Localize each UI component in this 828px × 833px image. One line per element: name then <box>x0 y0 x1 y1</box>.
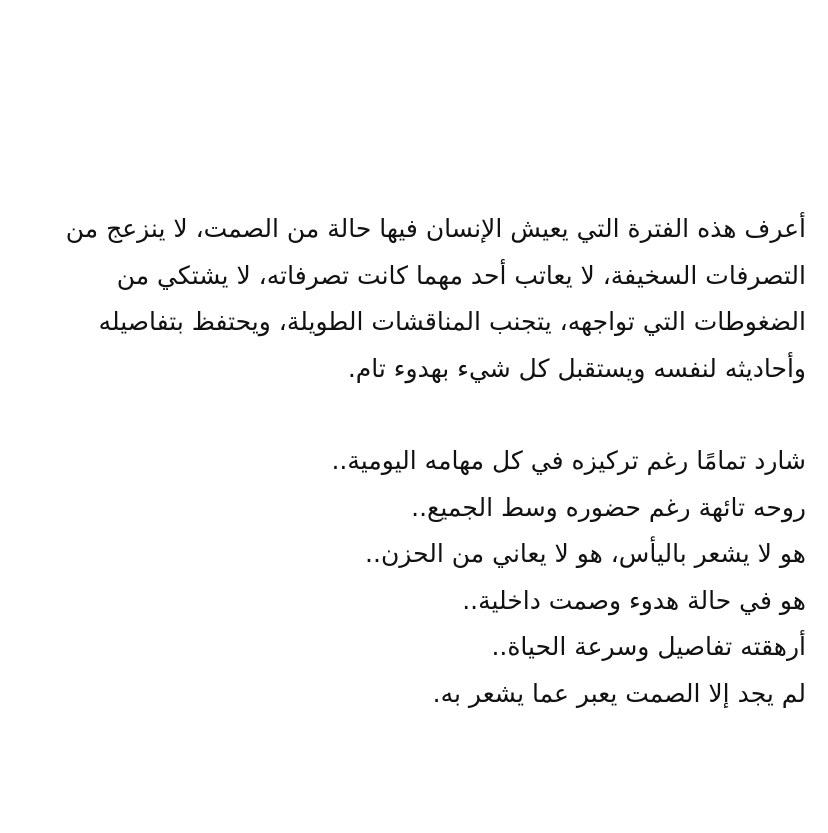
paragraph-2-line-6: لم يجد إلا الصمت يعبر عما يشعر به. <box>432 678 806 708</box>
paragraph-spacer <box>90 392 806 438</box>
paragraph-1 <box>65 206 806 392</box>
paragraph-2-line-5: أرهقته تفاصيل وسرعة الحياة.. <box>491 632 806 661</box>
paragraph-1-line-2: التصرفات السخيفة، لا يعاتب أحد مهما كانت تصرفاته، لا يشتكي من <box>116 260 806 290</box>
body-text <box>65 206 806 717</box>
paragraph-2-line-2: روحه تائهة رغم حضوره وسط الجميع.. <box>411 492 806 522</box>
paragraph-2-line-3: هو لا يشعر باليأس، هو لا يعاني من الحزن.. <box>365 539 806 568</box>
paragraph-1-line-3: الضغوطات التي تواجهه، يتجنب المناقشات الطويلة، ويحتفظ بتفاصيله <box>98 307 806 336</box>
paragraph-2-line-4: هو في حالة هدوء وصمت داخلية.. <box>462 585 806 615</box>
paragraph-1-line-4: وأحاديثه لنفسه ويستقبل كل شيء بهدوء تام. <box>347 353 806 383</box>
paragraph-1-line-1: أعرف هذه الفترة التي يعيش الإنسان فيها حالة من الصمت، لا ينزعج من <box>65 214 806 243</box>
paragraph-2-line-1: شارد تمامًا رغم تركيزه في كل مهامه اليومية.. <box>331 446 806 475</box>
paragraph-2 <box>90 438 806 717</box>
